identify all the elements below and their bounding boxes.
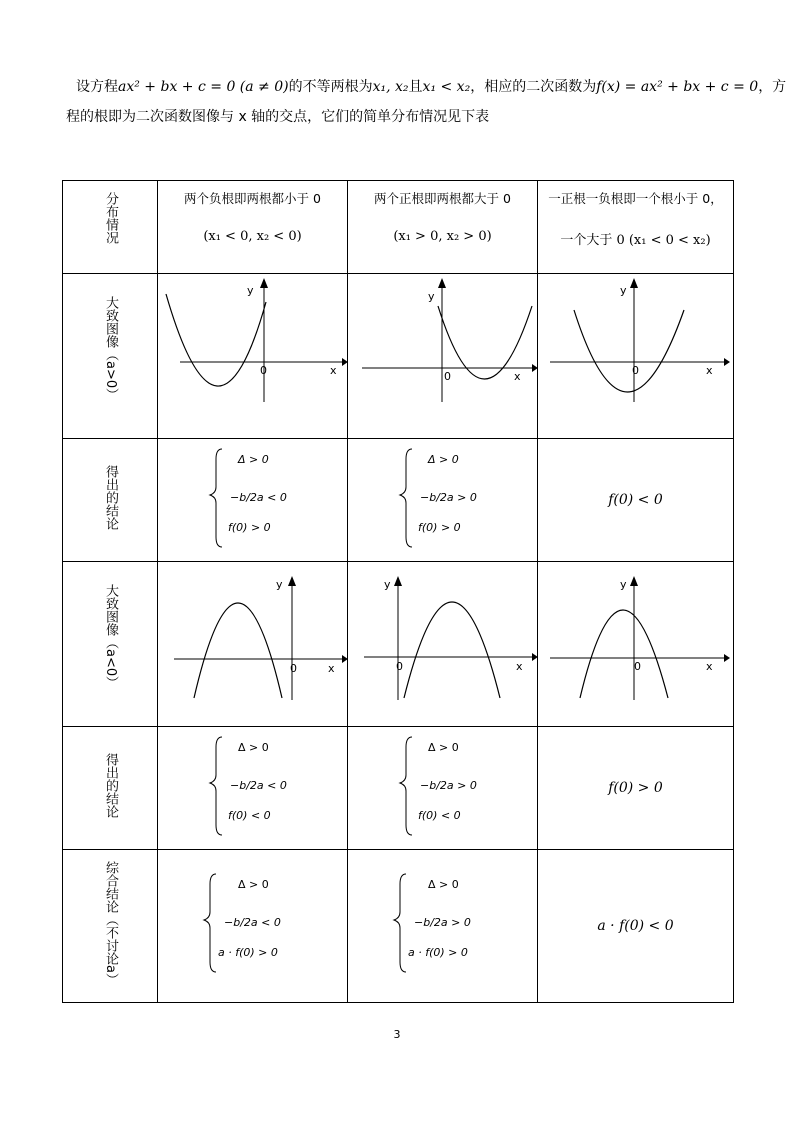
result-row-a-negative: [63, 727, 734, 850]
row-label: 得出的结论: [103, 753, 118, 818]
condition-cell: [348, 439, 538, 562]
x-axis-label: x: [330, 364, 337, 377]
combined-row: [63, 850, 734, 1003]
row-label-cell: [63, 850, 158, 1003]
intro-paragraph: [66, 72, 787, 132]
x-axis-label: x: [514, 370, 521, 383]
y-axis-label: y: [247, 284, 254, 297]
row-label: 分布情况: [103, 192, 118, 244]
cond-line: Δ > 0: [428, 741, 459, 754]
cond-line: Δ > 0: [238, 741, 269, 754]
row-label: 综合结论（不讨论a）: [103, 861, 118, 986]
y-axis-label: y: [384, 578, 391, 591]
intro-text: ，方: [758, 79, 787, 95]
intro-text: ，相应的二次函数为: [470, 79, 597, 95]
page-number: 3: [393, 1028, 401, 1041]
cond-line: −b/2a < 0: [230, 491, 287, 504]
condition-single: f(0) < 0: [608, 492, 663, 508]
y-axis-label: y: [620, 284, 627, 297]
condition-system: [158, 850, 347, 998]
intro-text: 且: [408, 79, 423, 95]
condition-system: [348, 850, 537, 998]
condition-cell: [348, 850, 538, 1003]
origin-label: 0: [634, 660, 641, 673]
cond-line: f(0) > 0: [228, 521, 271, 534]
parabola-up-mixed-roots: [538, 274, 733, 434]
graph-cell: [158, 274, 348, 439]
header-title: 一正根一负根即一个根小于 0，: [548, 191, 723, 206]
row-label-cell: [63, 181, 158, 274]
x-axis-label: x: [328, 662, 335, 675]
x-axis-label: x: [516, 660, 523, 673]
y-axis-label: y: [428, 290, 435, 303]
cond-line: −b/2a > 0: [420, 491, 477, 504]
cond-line: Δ > 0: [428, 878, 459, 891]
cond-line: Δ > 0: [238, 878, 269, 891]
cond-line: f(0) < 0: [418, 809, 461, 822]
row-label-cell: [63, 439, 158, 562]
row-label-cell: [63, 562, 158, 727]
header-condition: (x₁ < 0, x₂ < 0): [203, 229, 302, 244]
row-label: 得出的结论: [103, 465, 118, 530]
origin-label: 0: [396, 660, 403, 673]
header-cell: [158, 181, 348, 274]
cond-line: −b/2a > 0: [420, 779, 477, 792]
intro-text: 设方程: [76, 79, 118, 95]
condition-single: f(0) > 0: [608, 780, 663, 796]
header-cell: [538, 181, 734, 274]
roots: x₁, x₂: [372, 79, 409, 95]
origin-label: 0: [632, 364, 639, 377]
equation: ax² + bx + c = 0 (a ≠ 0): [118, 79, 289, 95]
intro-text: 的不等两根为: [288, 79, 373, 95]
condition-cell: [158, 850, 348, 1003]
origin-label: 0: [260, 364, 267, 377]
graph-cell: [538, 562, 734, 727]
parabola-up-pos-roots: [348, 274, 537, 434]
origin-label: 0: [444, 370, 451, 383]
x-axis-label: x: [706, 660, 713, 673]
graph-cell: [348, 562, 538, 727]
row-label: 大致图像（a<0）: [103, 584, 118, 690]
header-title: 两个正根即两根都大于 0: [374, 191, 511, 206]
condition-cell: [158, 439, 348, 562]
graph-row-a-positive: [63, 274, 734, 439]
parabola-down-pos-roots: [348, 562, 537, 722]
condition-cell: [538, 439, 734, 562]
intro-line-2: 程的根即为二次函数图像与 x 轴的交点，它们的简单分布情况见下表: [66, 109, 490, 125]
row-label-cell: [63, 274, 158, 439]
cond-line: a · f(0) > 0: [218, 946, 278, 959]
header-cell: [348, 181, 538, 274]
condition-system: [348, 439, 537, 557]
condition-system: [158, 439, 347, 557]
header-title: 两个负根即两根都小于 0: [184, 191, 321, 206]
cond-line: Δ > 0: [238, 453, 269, 466]
cond-line: Δ > 0: [428, 453, 459, 466]
condition-cell: [538, 850, 734, 1003]
y-axis-label: y: [620, 578, 627, 591]
cond-line: −b/2a > 0: [414, 916, 471, 929]
condition-cell: [348, 727, 538, 850]
intro-line-1: [66, 72, 787, 102]
cond-line: f(0) < 0: [228, 809, 271, 822]
graph-cell: [158, 562, 348, 727]
cond-line: a · f(0) > 0: [408, 946, 468, 959]
condition-system: [158, 727, 347, 845]
header-row: [63, 181, 734, 274]
condition-cell: [538, 727, 734, 850]
graph-cell: [538, 274, 734, 439]
condition-single: a · f(0) < 0: [597, 918, 674, 934]
condition-cell: [158, 727, 348, 850]
function-def: f(x) = ax² + bx + c = 0: [596, 79, 759, 95]
result-row-a-positive: [63, 439, 734, 562]
cond-line: f(0) > 0: [418, 521, 461, 534]
parabola-up-neg-roots: [158, 274, 347, 434]
parabola-down-neg-roots: [158, 562, 347, 722]
cond-line: −b/2a < 0: [224, 916, 281, 929]
x-axis-label: x: [706, 364, 713, 377]
origin-label: 0: [290, 662, 297, 675]
parabola-down-mixed-roots: [538, 562, 733, 722]
header-condition: 一个大于 0 (x₁ < 0 < x₂): [560, 233, 711, 248]
cond-line: −b/2a < 0: [230, 779, 287, 792]
graph-cell: [348, 274, 538, 439]
row-label-cell: [63, 727, 158, 850]
condition-system: [348, 727, 537, 845]
root-distribution-table: [62, 180, 734, 1003]
graph-row-a-negative: [63, 562, 734, 727]
y-axis-label: y: [276, 578, 283, 591]
root-order: x₁ < x₂: [422, 79, 471, 95]
header-condition: (x₁ > 0, x₂ > 0): [393, 229, 492, 244]
row-label: 大致图像（a>0）: [103, 296, 118, 402]
